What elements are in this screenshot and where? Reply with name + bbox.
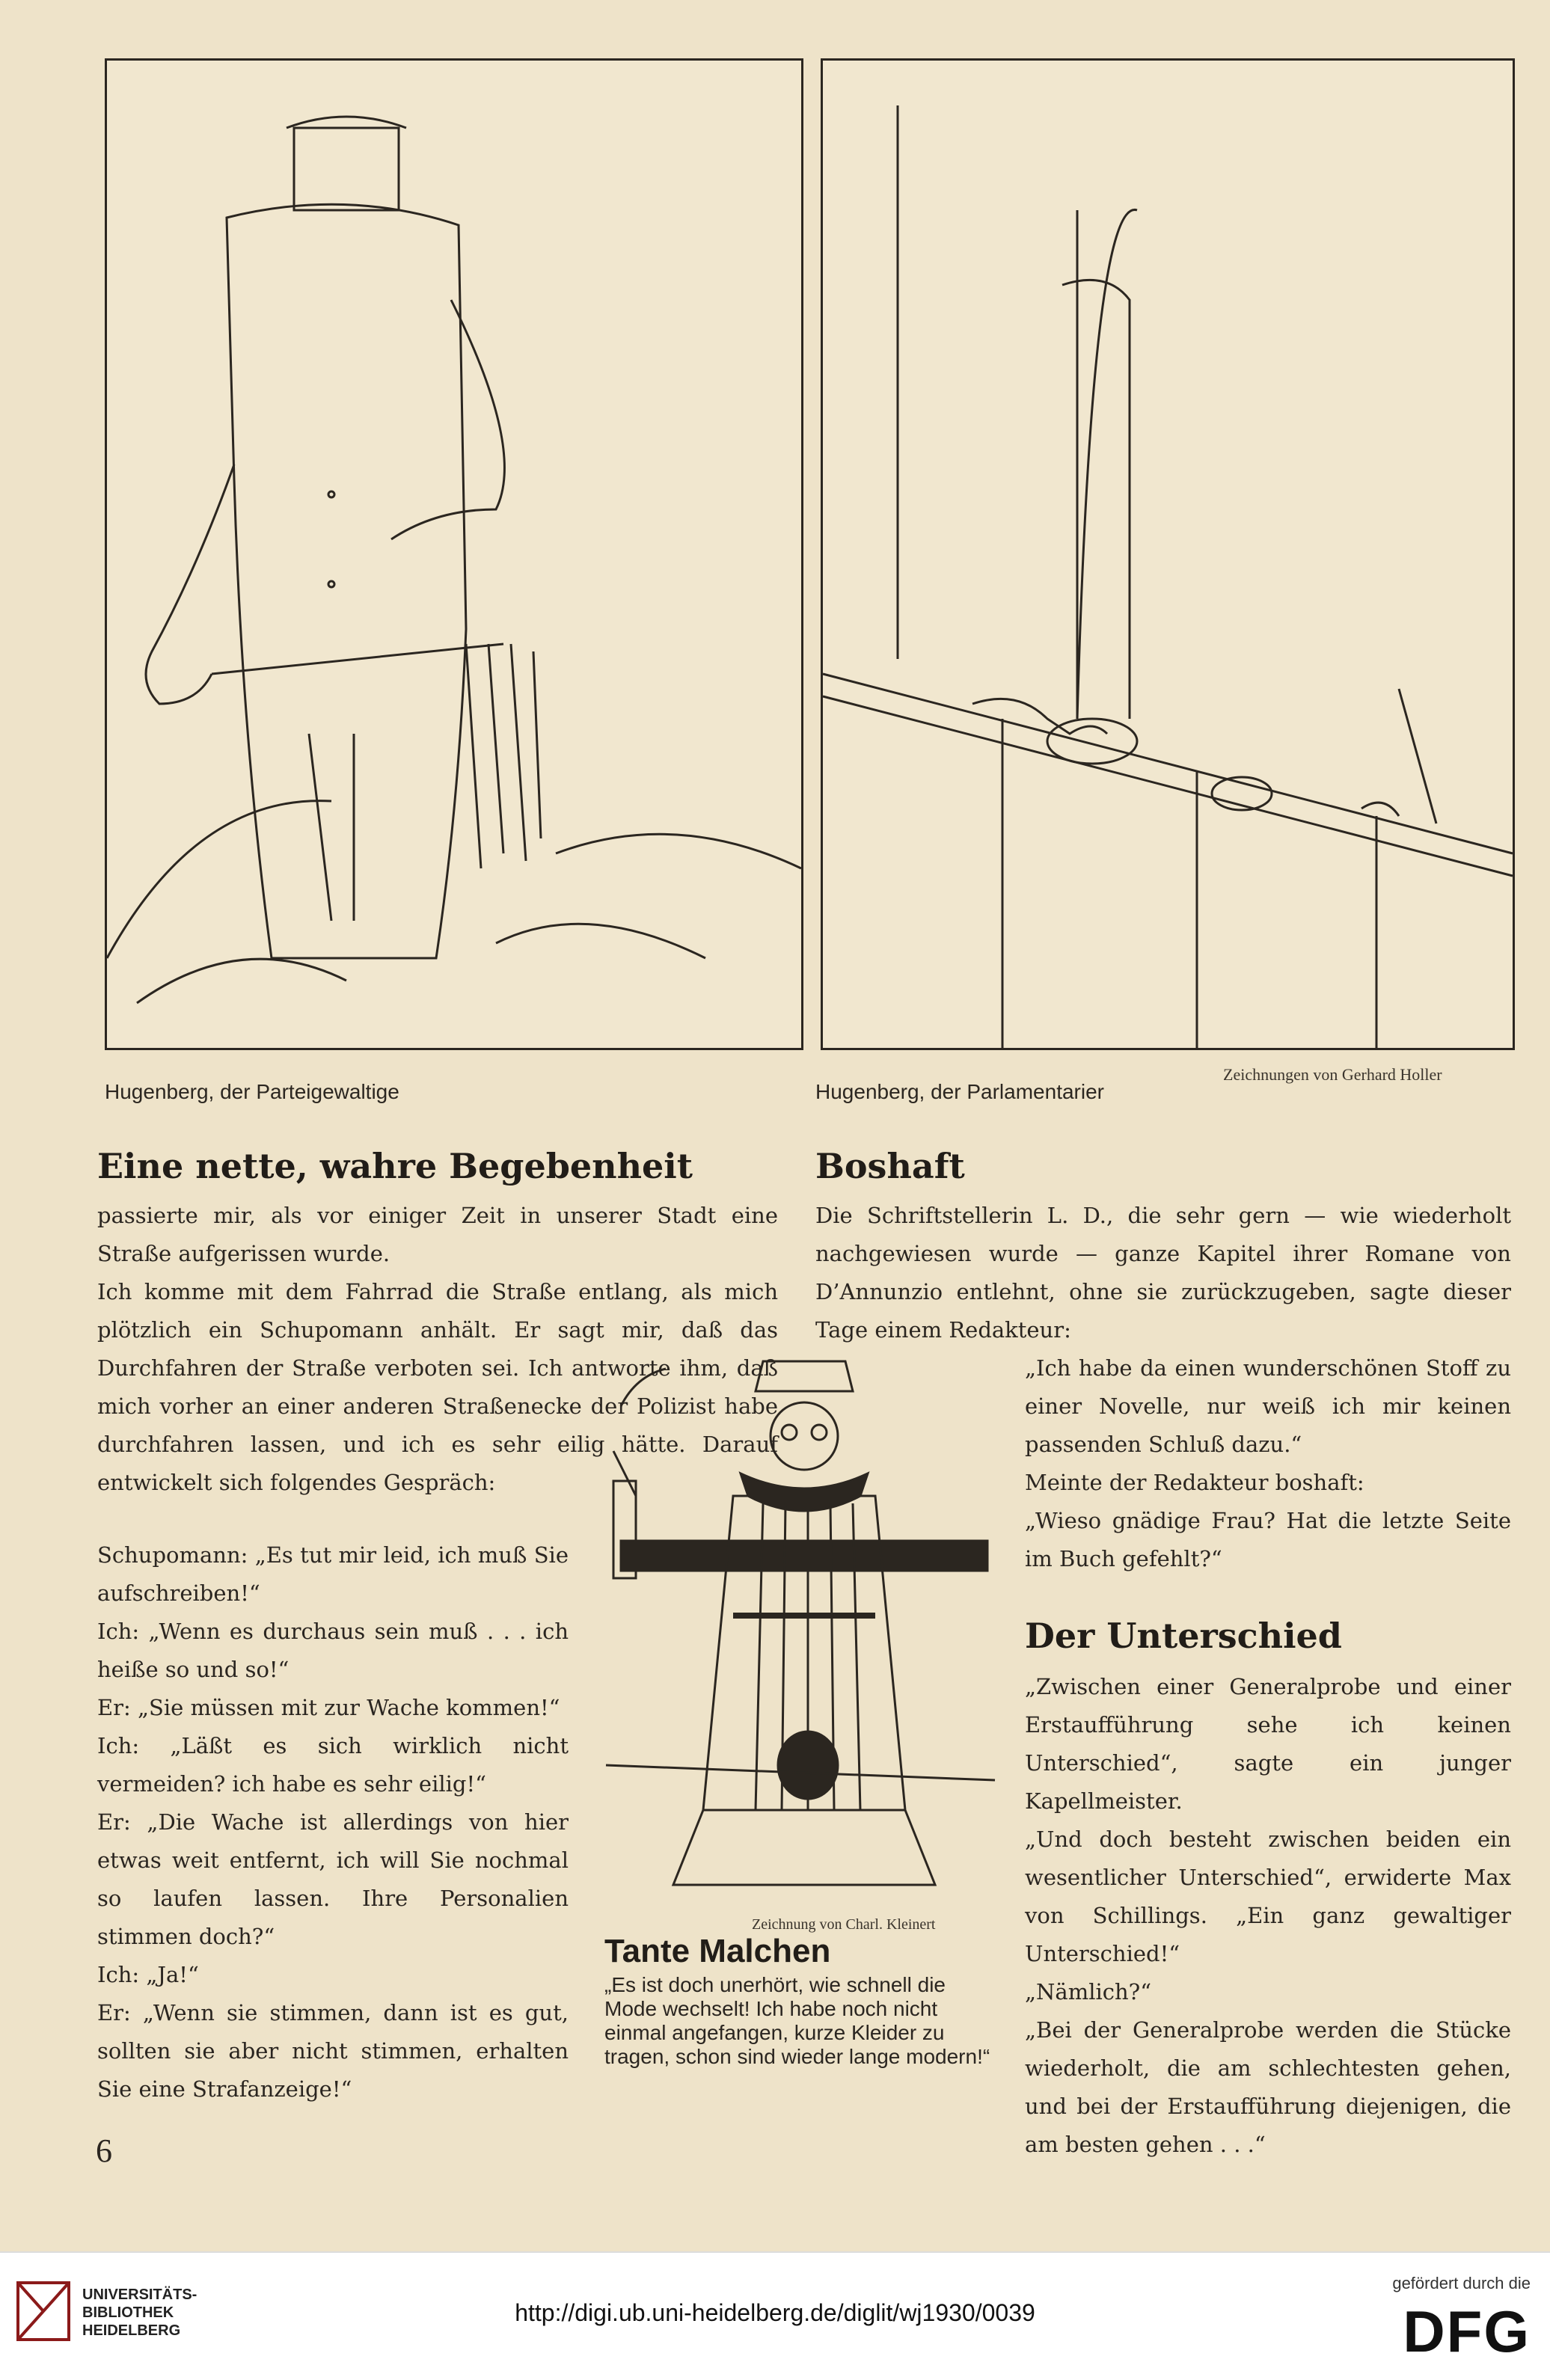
story-paragraph: Er: „Die Wache ist allerdings von hier etwas weit entfernt, ich will Sie nochmal so laufen lassen. Ihre Personalien stimmen doch?“ <box>97 1809 569 1949</box>
story-paragraph: Er: „Wenn sie stimmen, dann ist es gut, sollten sie aber nicht stimmen, erhalten Sie eine Strafanzeige!“ <box>97 2000 569 2102</box>
story-begebenheit-body <box>97 1273 778 1495</box>
story-paragraph: Ich: „Ja!“ <box>97 1962 199 1987</box>
story-title-begebenheit: Eine nette, wahre Begebenheit <box>97 1146 693 1186</box>
standing-figure-drawing <box>107 61 801 1048</box>
page-number: 6 <box>96 2132 112 2169</box>
story-paragraph: Meinte der Redakteur boshaft: <box>1025 1470 1364 1495</box>
tante-malchen-credit: Zeichnung von Charl. Kleinert <box>752 1916 936 1933</box>
story-title-boshaft: Boshaft <box>815 1146 965 1186</box>
story-paragraph: Er: „Sie müssen mit zur Wache kommen!“ <box>97 1695 560 1720</box>
story-paragraph: „Ich habe da einen wunderschönen Stoff zu einer Novelle, nur weiß ich mir keinen passenden Schluß dazu.“ <box>1025 1355 1511 1457</box>
story-title-tante-malchen: Tante Malchen <box>604 1933 831 1969</box>
funded-by-label: gefördert durch die <box>1392 2274 1531 2292</box>
story-paragraph: passierte mir, als vor einiger Zeit in unserer Stadt eine Straße aufgerissen wurde. <box>97 1203 778 1266</box>
story-paragraph: „Nämlich?“ <box>1025 1979 1152 2005</box>
story-paragraph: „Und doch besteht zwischen beiden ein wesentlicher Unterschied“, erwiderte Max von Schillings. „Ein ganz gewaltiger Unterschied!“ <box>1025 1827 1511 1966</box>
story-paragraph: Ich: „Läßt es sich wirklich nicht vermeiden? ich habe es sehr eilig!“ <box>97 1733 569 1797</box>
tante-malchen-drawing <box>591 1346 1010 1915</box>
story-paragraph: Ich komme mit dem Fahrrad die Straße entlang, als mich plötzlich ein Schupomann anhält. Er sagt mir, daß das Durchfahren der Straße verboten sei. Ich antworte ihm, daß mich vorher an einer anderen Straßenecke der Polizist habe durchfahren lassen, und ich es sehr eilig hätte. Darauf entwickelt sich folgendes Gespräch: <box>97 1279 778 1495</box>
story-paragraph: Ich: „Wenn es durchaus sein muß . . . ich heiße so und so!“ <box>97 1619 569 1682</box>
story-boshaft-narrow <box>1025 1349 1511 1578</box>
footer-bar <box>0 2251 1550 2380</box>
illustration-tante-malchen <box>591 1346 1010 1915</box>
library-line: UNIVERSITÄTS- <box>82 2287 197 2303</box>
story-unterschied-body <box>1025 1668 1511 2164</box>
story-boshaft-top <box>815 1197 1511 1349</box>
story-tante-malchen-text: „Es ist doch unerhört, wie schnell die Mode wechselt! Ich habe noch nicht einmal angefangen, kurze Kleider zu tragen, schon sind wieder lange modern!“ <box>604 1973 990 2068</box>
library-line: BIBLIOTHEK <box>82 2304 174 2321</box>
story-begebenheit-narrow <box>97 1349 569 2108</box>
story-paragraph: „Wieso gnädige Frau? Hat die letzte Seite im Buch gefehlt?“ <box>1025 1508 1511 1571</box>
library-line: HEIDELBERG <box>82 2322 181 2339</box>
caption-right: Hugenberg, der Parlamentarier <box>815 1080 1104 1103</box>
illustration-credit: Zeichnungen von Gerhard Holler <box>1223 1065 1442 1084</box>
story-paragraph: Schupomann: „Es tut mir leid, ich muß Sie aufschreiben!“ <box>97 1542 569 1606</box>
permalink-url[interactable]: http://digi.ub.uni-heidelberg.de/diglit/wj1930/0039 <box>515 2299 1035 2326</box>
dfg-logo: DFG <box>1403 2298 1531 2364</box>
story-title-unterschied: Der Unterschied <box>1025 1616 1342 1656</box>
caption-left: Hugenberg, der Parteigewaltige <box>105 1080 399 1103</box>
story-paragraph: „Zwischen einer Generalprobe und einer Erstaufführung sehe ich keinen Unterschied“, sagte ein junger Kapellmeister. <box>1025 1674 1511 1814</box>
story-paragraph: „Bei der Generalprobe werden die Stücke wiederholt, die am schlechtesten gehen, und bei der Erstaufführung diejenigen, die am besten gehen . . .“ <box>1025 2017 1511 2157</box>
story-paragraph: Die Schriftstellerin L. D., die sehr gern — wie wiederholt nachgewiesen wurde — ganze Kapitel ihrer Romane von D’Annunzio entlehnt, ohne sie zurückzugeben, sagte dieser Tage einem Redakteur: <box>815 1203 1511 1343</box>
illustration-parlamentarier <box>821 58 1515 1050</box>
illustration-parteigewaltige <box>105 58 803 1050</box>
story-begebenheit-top <box>97 1197 778 1273</box>
parliament-bench-drawing <box>823 61 1513 1048</box>
